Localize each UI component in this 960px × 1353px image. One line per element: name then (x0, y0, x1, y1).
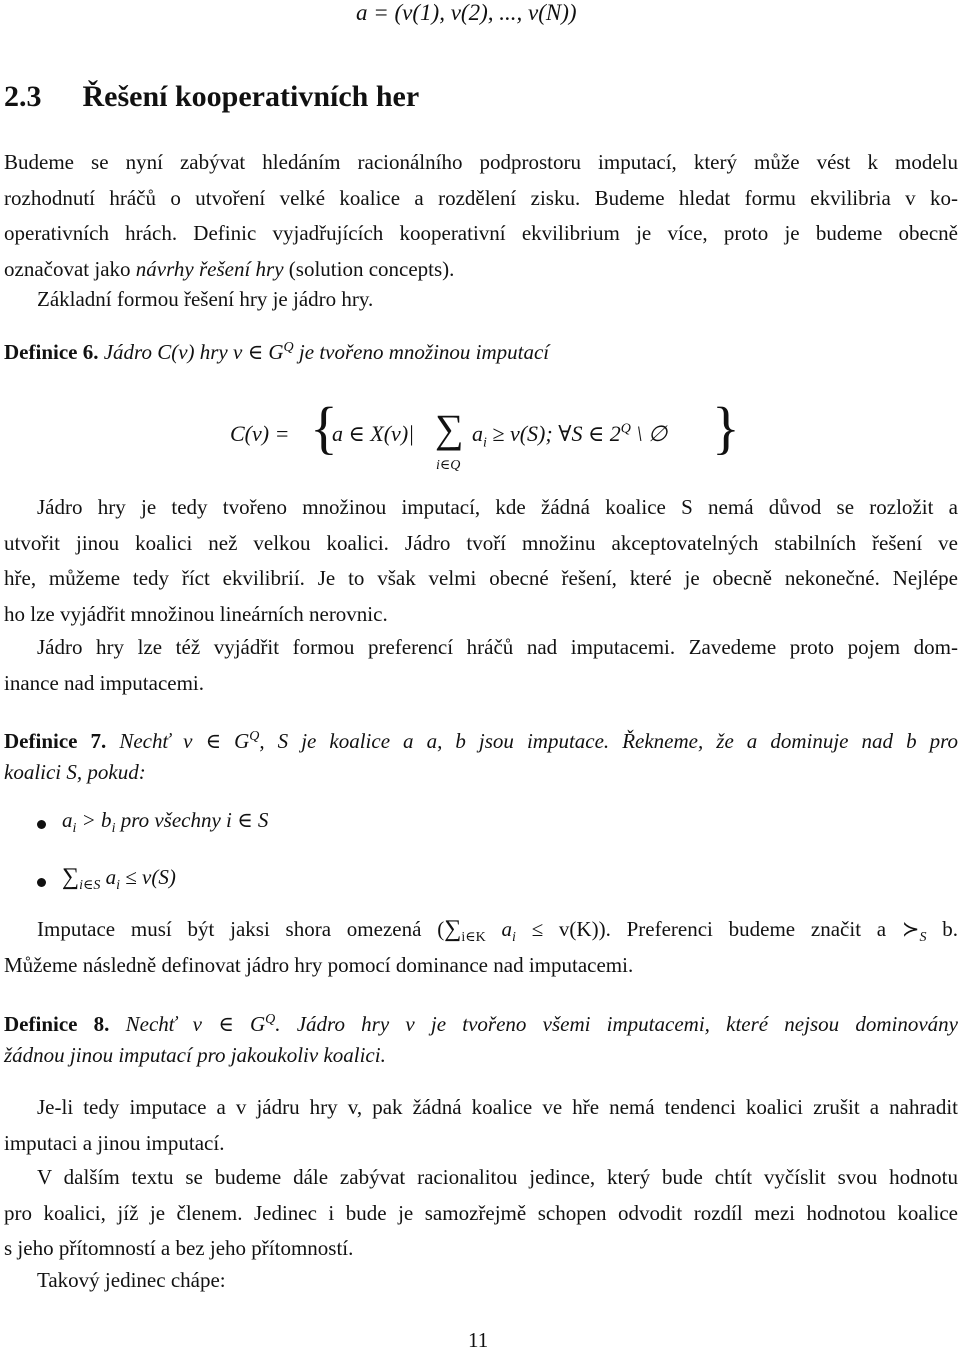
definition-6 (4, 340, 549, 365)
right-brace: } (712, 395, 740, 460)
definition-7 (4, 719, 958, 790)
text-line: Budeme se nyní zabývat hledáním racionálního podprostoru imputací, který může vést k modelu (4, 150, 958, 174)
paragraph-imputation-bound (4, 912, 958, 983)
paragraph-intro (4, 145, 958, 287)
page-number: 11 (468, 1328, 489, 1352)
text-span: označovat jako (4, 256, 136, 281)
section-heading (4, 80, 419, 114)
paragraph-core-stability (4, 1090, 958, 1161)
text-line: Imputace musí být jaksi shora omezená ($\sum_{i\in K}$ $a_i \le v(K)$). Preferenci budeme značit a $≻_S$ b. (37, 916, 959, 946)
bullet-marker (37, 820, 46, 829)
bullet-item: $\sum_{i\in S}$ $a_i \le v(S)$ (62, 864, 176, 894)
section-number: 2.3 (4, 80, 42, 113)
paragraph-core-explained (4, 490, 958, 632)
formula-term: $a_i \ge v(S)$; ∀S ∈ $2^Q$ \ ∅ (472, 421, 668, 451)
text-span: (solution concepts). (283, 256, 455, 281)
definition-label: Definice 8. (4, 1012, 110, 1036)
definition-label: Definice 7. (4, 729, 107, 753)
bullet-item: $a_i > b_i$ pro všechny i ∈ S (62, 808, 269, 837)
text-line: inance nad imputacemi. (4, 670, 205, 695)
emphasis-text: návrhy řešení hry (135, 256, 284, 281)
text-line: koalici S, pokud: (4, 759, 146, 784)
text-line: utvořit jinou koalici než velkou koalici. Jádro tvoří množinu akceptovatelných stabilních řešení ve (4, 530, 958, 555)
text-line: s jeho přítomností a bez jeho přítomností. (4, 1236, 354, 1260)
text-line (4, 719, 958, 755)
paragraph-dominance-intro (4, 630, 958, 701)
section-title: Řešení kooperativních her (82, 80, 420, 113)
text-line: Můžeme následně definovat jádro hry pomocí dominance nad imputacemi. (4, 952, 634, 977)
definition-text: Jádro C(v) hry v ∈ $G^Q$ je tvořeno množinou imputací (103, 340, 550, 364)
text-line: V dalším textu se budeme dále zabývat racionalitou jedince, který bude chtít vyčíslit svou hodnotu (37, 1165, 958, 1189)
bullet-marker (37, 878, 46, 887)
sum-index: i∈Q (436, 458, 461, 473)
text-line (4, 1002, 958, 1038)
definition-text: Nechť v ∈ $G^Q$. Jádro hry v je tvořeno všemi imputacemi, které nejsou dominovány (125, 1012, 958, 1036)
text-line: Je-li tedy imputace a v jádru hry v, pak žádná koalice ve hře nemá tendenci koalici zrušit a nahradit (37, 1095, 958, 1119)
header-formula: a = (v(1), v(2), ..., v(N)) (356, 0, 577, 25)
paragraph-individual-rationality (4, 1160, 958, 1267)
formula-lhs: C(v) = (230, 421, 290, 446)
text-line: Jádro hry lze též vyjádřit formou preferencí hráčů nad imputacemi. Zavedeme proto pojem dom- (37, 635, 958, 659)
paragraph-closing: Takový jedinec chápe: (37, 1268, 226, 1292)
text-line: rozhodnutí hráčů o utvoření velké koalice a rozdělení zisku. Budeme hledat formu ekvilibria v ko- (4, 185, 958, 210)
text-line: žádnou jinou imputací pro jakoukoliv koalici. (4, 1042, 386, 1067)
text-line: pro koalici, jíž je členem. Jedinec i bude je samozřejmě schopen odvodit rozdíl mezi hodnotou koalice (4, 1200, 958, 1225)
definition-label: Definice 6. (4, 340, 99, 364)
formula-set: a ∈ X(v)| (332, 421, 415, 446)
definition-8 (4, 1002, 958, 1073)
text-line: hře, můžeme tedy říct ekvilibrií. Je to však velmi obecné řešení, které je obecně nekonečné. Nejlépe (4, 566, 958, 590)
text-line (4, 252, 958, 288)
text-line: operativních hrách. Definic vyjadřujících kooperativní ekvilibrium je více, proto je budeme obecně (4, 221, 958, 245)
sum-symbol: ∑ (435, 406, 464, 451)
definition-text: Nechť v ∈ $G^Q$, S je koalice a a, b jsou imputace. Řekneme, že a dominuje nad b pro (119, 729, 959, 753)
text-line: Jádro hry je tedy tvořeno množinou imputací, kde žádná koalice S nemá důvod se rozložit a (37, 495, 958, 519)
left-brace: { (310, 395, 338, 460)
text-line: ho lze vyjádřit množinou lineárních nerovnic. (4, 601, 388, 626)
text-line: imputaci a jinou imputací. (4, 1130, 225, 1155)
paragraph-core-intro: Základní formou řešení hry je jádro hry. (37, 287, 374, 311)
